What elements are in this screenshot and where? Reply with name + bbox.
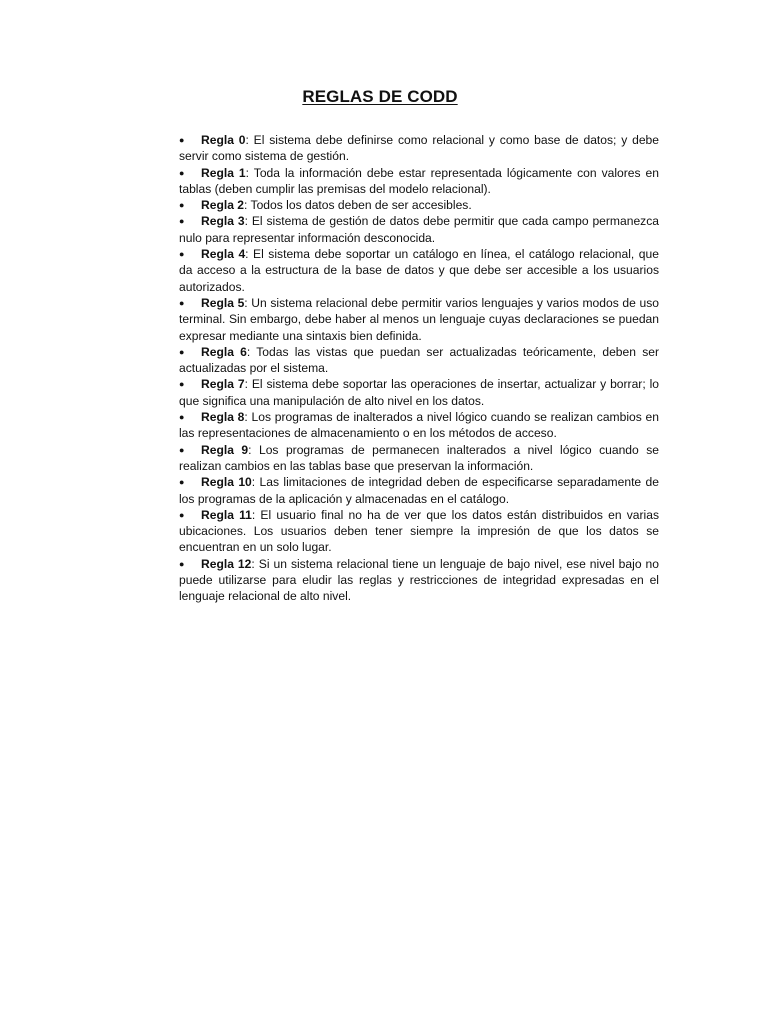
rule-text: : Un sistema relacional debe permitir varios lenguajes y varios modos de uso terminal. Sin embargo, debe haber al menos un lenguaje cuyas declaraciones se puedan expresar mediante una sintaxis bien definida. bbox=[179, 295, 659, 343]
rule-label: Regla 12 bbox=[201, 556, 252, 571]
bullet-icon: ● bbox=[179, 412, 185, 423]
rule-label: Regla 4 bbox=[201, 247, 246, 262]
rule-label: Regla 5 bbox=[201, 295, 245, 310]
bullet-icon: ● bbox=[179, 477, 185, 488]
list-item bbox=[179, 197, 659, 213]
rule-text: : Si un sistema relacional tiene un lenguaje de bajo nivel, ese nivel bajo no puede utilizarse para eludir las reglas y restricciones de integridad expresadas en el lenguaje relacional de alto nivel. bbox=[179, 556, 659, 604]
list-item bbox=[179, 442, 659, 475]
rule-text: : Los programas de inalterados a nivel lógico cuando se realizan cambios en las representaciones de almacenamiento o en los métodos de acceso. bbox=[179, 410, 659, 441]
list-item bbox=[179, 295, 659, 344]
bullet-icon: ● bbox=[179, 509, 185, 520]
list-item bbox=[179, 246, 659, 295]
page-title: REGLAS DE CODD bbox=[302, 87, 458, 106]
list-item bbox=[179, 556, 659, 605]
bullet-icon: ● bbox=[179, 297, 185, 308]
rule-text: : Toda la información debe estar representada lógicamente con valores en tablas (deben cumplir las premisas del modelo relacional). bbox=[179, 165, 659, 196]
rule-label: Regla 2 bbox=[201, 198, 245, 213]
rule-text: : Todas las vistas que puedan ser actualizadas teóricamente, deben ser actualizadas por el sistema. bbox=[179, 344, 659, 376]
rule-text: : Los programas de permanecen inalterados a nivel lógico cuando se realizan cambios en las tablas base que preservan la información. bbox=[179, 442, 659, 473]
list-item bbox=[179, 213, 659, 246]
rule-label: Regla 3 bbox=[201, 214, 245, 229]
bullet-icon: ● bbox=[179, 379, 185, 390]
rule-label: Regla 8 bbox=[201, 410, 245, 425]
rule-label: Regla 11 bbox=[201, 507, 252, 522]
bullet-icon: ● bbox=[179, 200, 185, 211]
bullet-icon: ● bbox=[179, 249, 185, 260]
rule-text: : Las limitaciones de integridad deben de especificarse separadamente de los programas de la aplicación y almacenadas en el catálogo. bbox=[179, 475, 659, 506]
rule-label: Regla 1 bbox=[201, 165, 246, 180]
rule-label: Regla 10 bbox=[201, 475, 252, 490]
rule-text: : El sistema de gestión de datos debe permitir que cada campo permanezca nulo para representar información desconocida. bbox=[179, 214, 659, 245]
rule-label: Regla 9 bbox=[201, 442, 249, 457]
bullet-icon: ● bbox=[179, 167, 185, 178]
rule-text: : El sistema debe definirse como relacional y como base de datos; y debe servir como sistema de gestión. bbox=[179, 133, 659, 164]
list-item bbox=[179, 376, 659, 409]
bullet-icon: ● bbox=[179, 444, 185, 455]
bullet-icon: ● bbox=[179, 558, 185, 569]
rule-text: : Todos los datos deben de ser accesibles. bbox=[244, 198, 472, 213]
rule-text: : El sistema debe soportar las operaciones de insertar, actualizar y borrar; lo que significa una manipulación de alto nivel en los datos. bbox=[179, 377, 659, 408]
rule-label: Regla 7 bbox=[201, 377, 245, 392]
list-item bbox=[179, 507, 659, 556]
rule-label: Regla 6 bbox=[201, 344, 247, 359]
bullet-icon: ● bbox=[179, 346, 185, 357]
rule-label: Regla 0 bbox=[201, 133, 246, 147]
bullet-icon: ● bbox=[179, 216, 185, 227]
list-item bbox=[179, 474, 659, 507]
list-item bbox=[179, 344, 659, 377]
rules-list bbox=[179, 132, 659, 605]
rule-text: : El sistema debe soportar un catálogo en línea, el catálogo relacional, que da acceso a la estructura de la base de datos y que debe ser accesible a los usuarios autorizados. bbox=[179, 247, 659, 294]
bullet-icon: ● bbox=[179, 135, 185, 145]
rule-text: : El usuario final no ha de ver que los datos están distribuidos en varias ubicaciones. Los usuarios deben tener siempre la impresión de que los datos se encuentran en un solo lugar. bbox=[179, 507, 659, 555]
list-item bbox=[179, 409, 659, 442]
list-item bbox=[179, 132, 659, 165]
list-item bbox=[179, 165, 659, 198]
